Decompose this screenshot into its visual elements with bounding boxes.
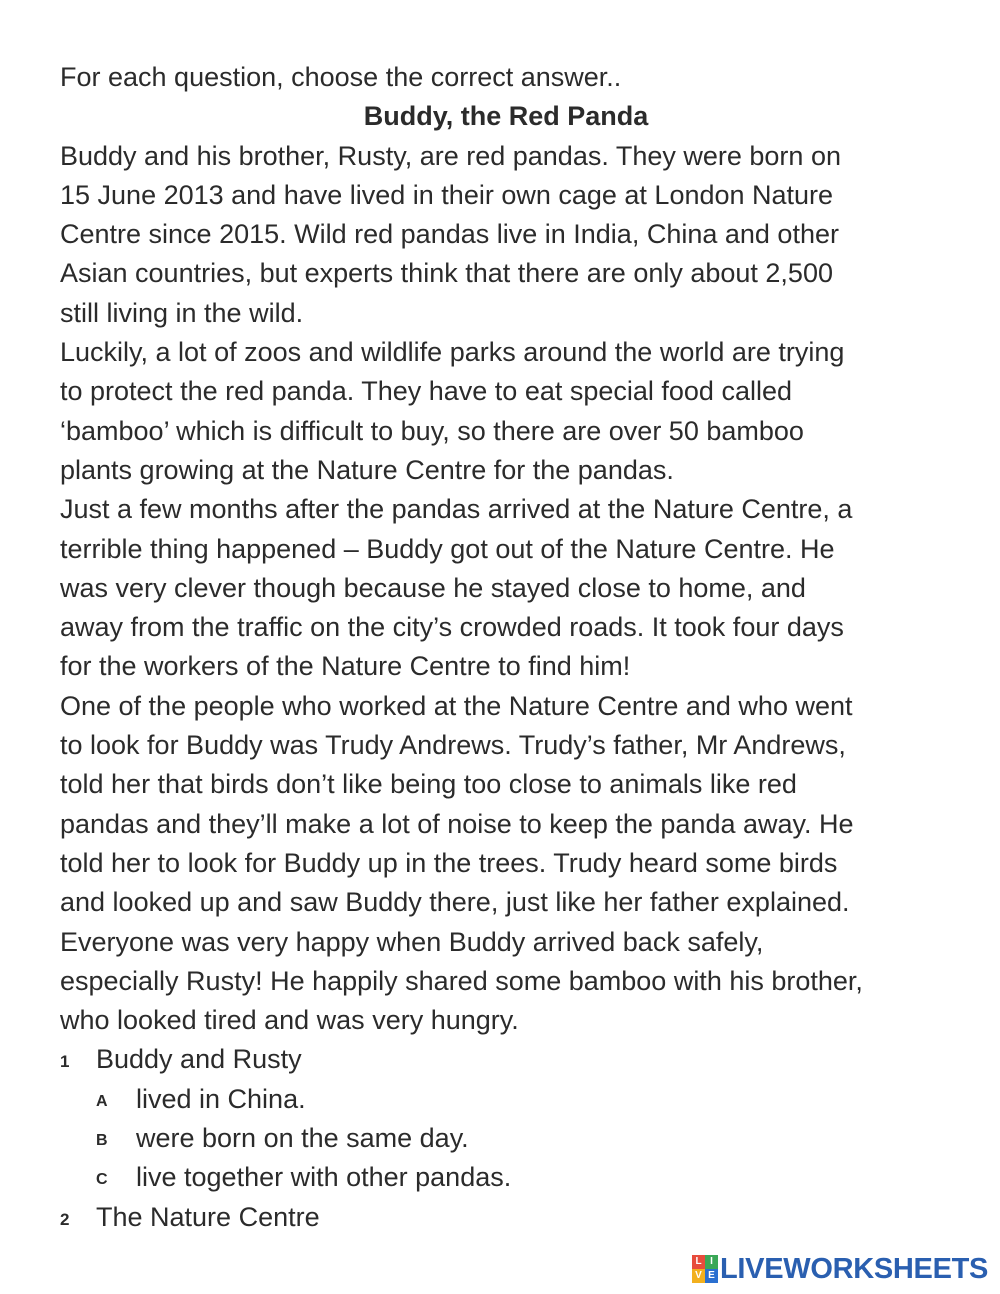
passage-line: Just a few months after the pandas arrived at the Nature Centre, a: [60, 494, 853, 525]
passage-line: One of the people who worked at the Nature Centre and who went: [60, 690, 853, 721]
passage-line: pandas and they’ll make a lot of noise to keep the panda away. He: [60, 808, 854, 839]
logo-mark-cell: L: [692, 1255, 705, 1269]
option-text: live together with other pandas.: [136, 1162, 512, 1193]
passage-line: and looked up and saw Buddy there, just like her father explained.: [60, 887, 850, 918]
worksheet: [60, 58, 960, 1237]
passage-line: Luckily, a lot of zoos and wildlife parks around the world are trying: [60, 337, 845, 368]
question-number: 1: [60, 1052, 70, 1072]
question-stem: The Nature Centre: [96, 1201, 320, 1232]
passage-line: was very clever though because he stayed close to home, and: [60, 572, 806, 603]
passage-line: still living in the wild.: [60, 297, 304, 328]
question-stem: Buddy and Rusty: [96, 1044, 302, 1075]
passage-line: Centre since 2015. Wild red pandas live in India, China and other: [60, 219, 839, 250]
option-text: were born on the same day.: [136, 1123, 469, 1154]
passage-line: told her that birds don’t like being too close to animals like red: [60, 769, 797, 800]
question-2: [60, 1198, 960, 1237]
passage-line: away from the traffic on the city’s crowded roads. It took four days: [60, 612, 844, 643]
question-1: [60, 1040, 960, 1197]
passage-line: for the workers of the Nature Centre to find him!: [60, 651, 631, 682]
instruction: For each question, choose the correct answer..: [60, 62, 622, 92]
logo-mark-cell: V: [692, 1269, 705, 1283]
passage-line: told her to look for Buddy up in the trees. Trudy heard some birds: [60, 847, 838, 878]
option-text: lived in China.: [136, 1083, 306, 1114]
logo-mark-cell: I: [705, 1255, 718, 1269]
liveworksheets-logo: [692, 1252, 988, 1286]
passage-line: who looked tired and was very hungry.: [60, 1005, 519, 1036]
passage-line: ‘bamboo’ which is difficult to buy, so there are over 50 bamboo: [60, 415, 804, 446]
passage-line: 15 June 2013 and have lived in their own cage at London Nature: [60, 179, 834, 210]
passage-line: terrible thing happened – Buddy got out of the Nature Centre. He: [60, 533, 835, 564]
option-letter: C: [96, 1171, 108, 1189]
answer-option-c[interactable]: [60, 1158, 960, 1197]
answer-option-a[interactable]: [60, 1080, 960, 1119]
passage: [60, 137, 960, 1041]
passage-line: to look for Buddy was Trudy Andrews. Trudy’s father, Mr Andrews,: [60, 730, 846, 761]
option-letter: B: [96, 1132, 108, 1150]
logo-mark-icon: [692, 1255, 718, 1283]
passage-line: Everyone was very happy when Buddy arrived back safely,: [60, 926, 764, 957]
story-title: Buddy, the Red Panda: [363, 101, 649, 132]
logo-mark-cell: E: [705, 1269, 718, 1283]
passage-line: to protect the red panda. They have to eat special food called: [60, 376, 792, 407]
question-number: 2: [60, 1209, 70, 1229]
passage-line: especially Rusty! He happily shared some bamboo with his brother,: [60, 965, 863, 996]
answer-option-b[interactable]: [60, 1119, 960, 1158]
logo-text: LIVEWORKSHEETS: [720, 1252, 989, 1285]
option-letter: A: [96, 1092, 108, 1110]
passage-line: Asian countries, but experts think that there are only about 2,500: [60, 258, 833, 289]
passage-line: Buddy and his brother, Rusty, are red pandas. They were born on: [60, 140, 841, 171]
passage-line: plants growing at the Nature Centre for the pandas.: [60, 454, 674, 485]
